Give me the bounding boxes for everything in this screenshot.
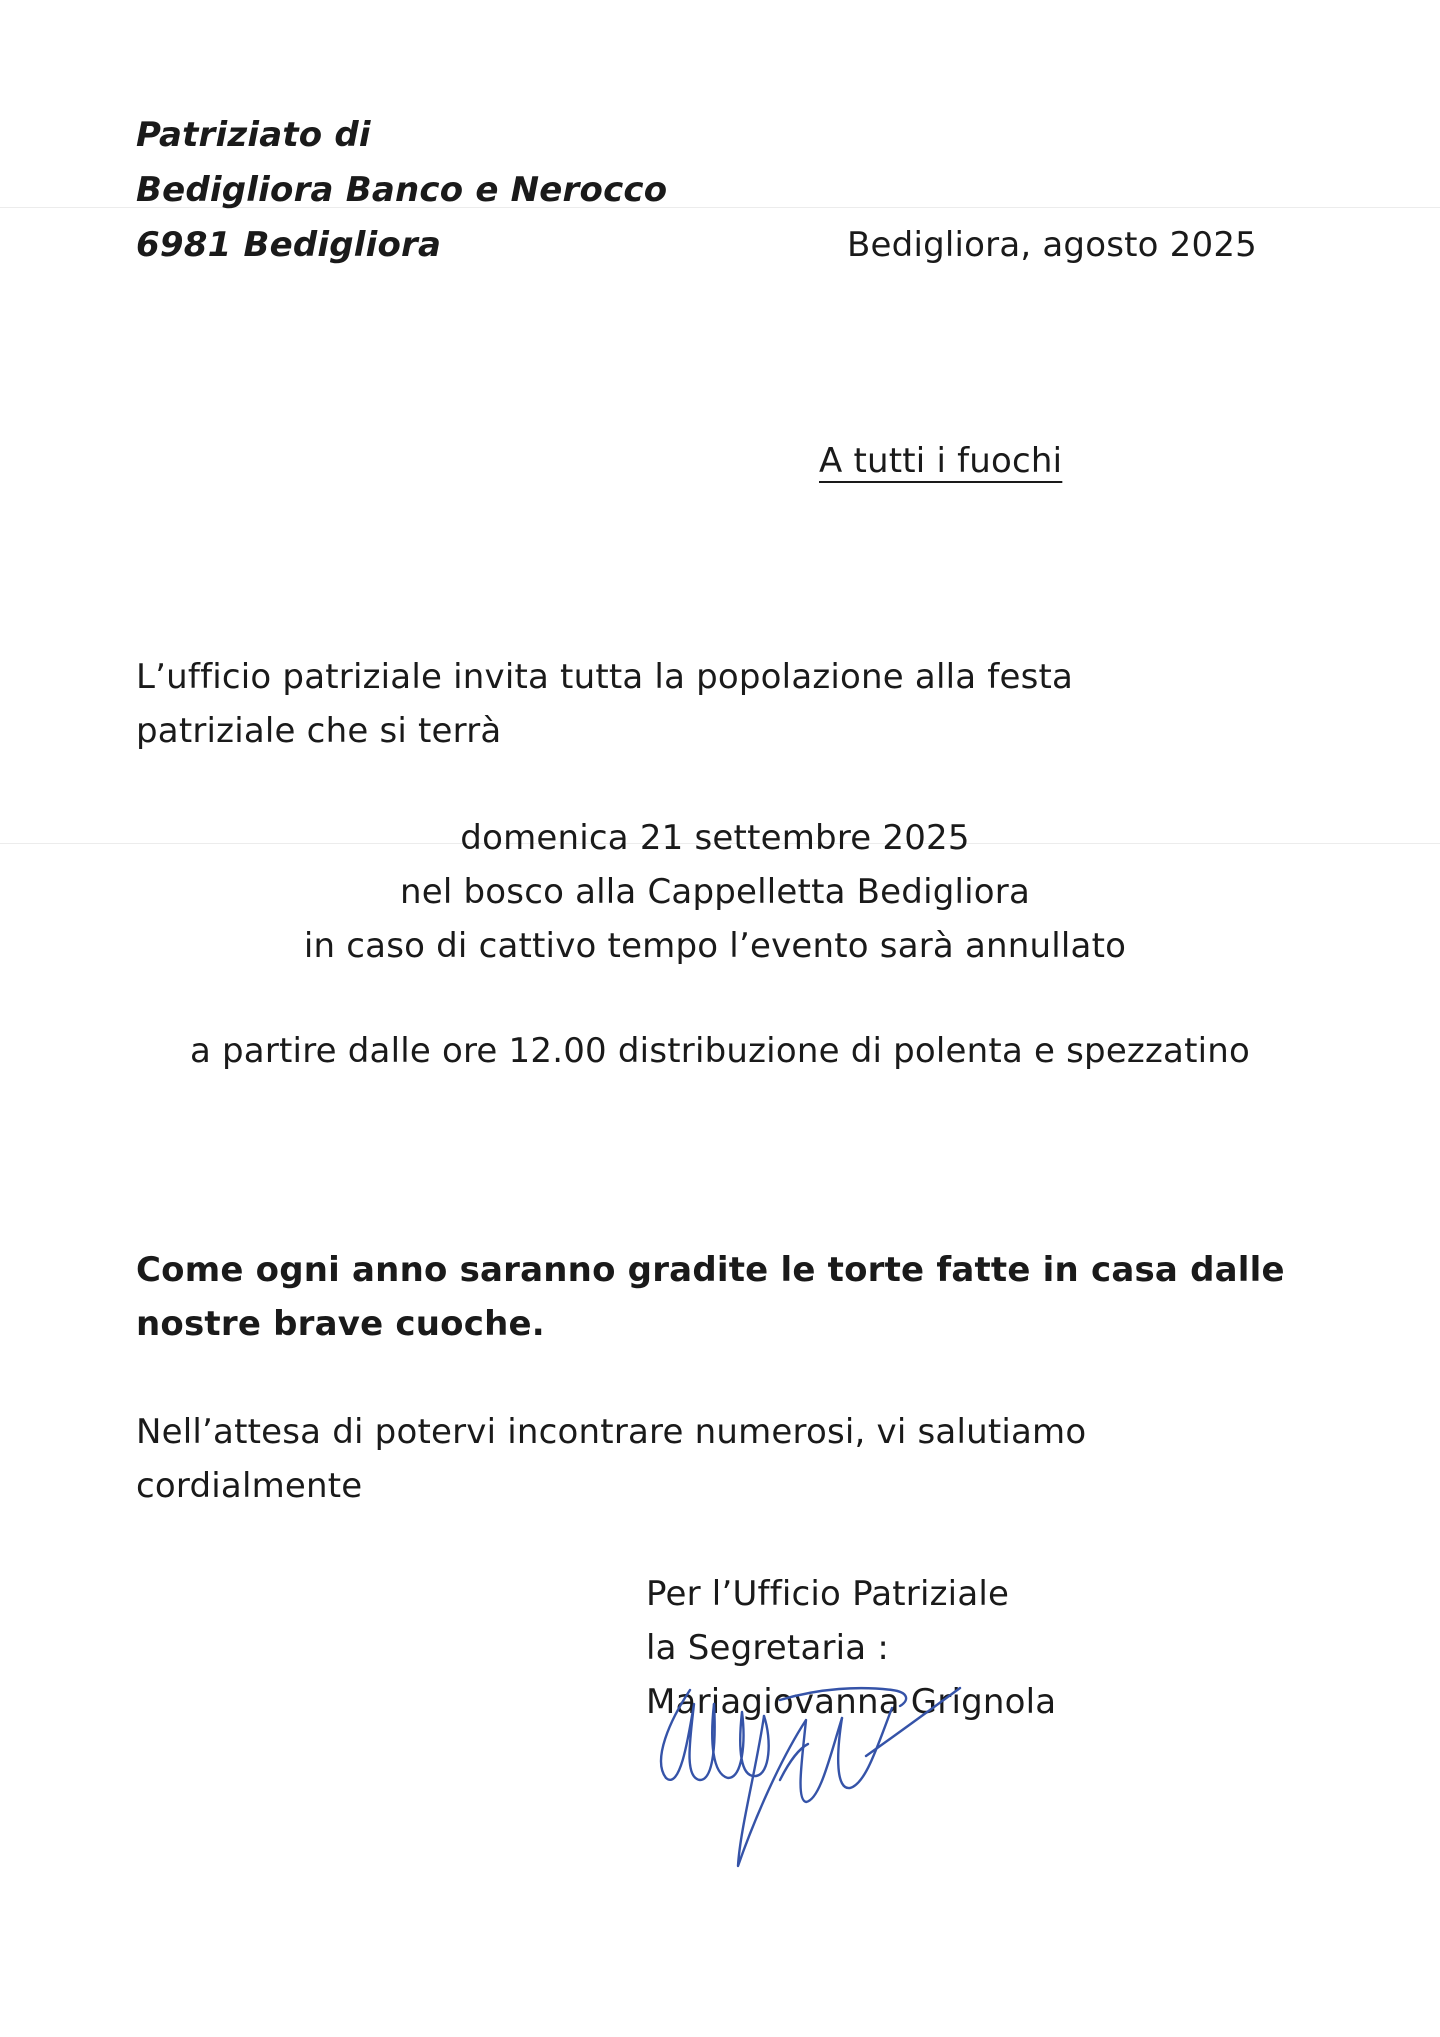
intro-line-2: patriziale che si terrà — [136, 711, 502, 751]
sender-line-3: 6981 Bedigliora — [136, 225, 442, 265]
sender-line-1: Patriziato di — [136, 115, 371, 155]
closing-line-1: Nell’attesa di potervi incontrare numerosi, vi salutiamo — [136, 1412, 1087, 1452]
signature-stroke — [661, 1690, 715, 1780]
signature-stroke — [738, 1716, 842, 1866]
signature-stroke — [866, 1688, 960, 1756]
recipient: A tutti i fuochi — [819, 441, 1063, 481]
event-weather-note: in caso di cattivo tempo l’evento sarà annullato — [303, 926, 1127, 966]
sender-line-2: Bedigliora Banco e Nerocco — [136, 170, 668, 210]
intro-line-1: L’ufficio patriziale invita tutta la popolazione alla festa — [136, 657, 1074, 697]
signatory-line-2: la Segretaria : — [646, 1628, 890, 1668]
signatory-name: Mariagiovanna Grignola — [646, 1682, 1057, 1722]
event-food: a partire dalle ore 12.00 distribuzione di polenta e spezzatino — [189, 1031, 1250, 1071]
signature-stroke — [838, 1708, 892, 1788]
event-date: domenica 21 settembre 2025 — [460, 818, 970, 858]
handwritten-signature — [630, 1660, 1090, 1900]
cakes-line-2: nostre brave cuoche. — [136, 1304, 545, 1344]
place-date: Bedigliora, agosto 2025 — [847, 225, 1257, 265]
signature-stroke — [780, 1688, 906, 1706]
event-location: nel bosco alla Cappelletta Bedigliora — [399, 872, 1031, 912]
cakes-line-1: Come ogni anno saranno gradite le torte fatte in casa dalle — [136, 1250, 1285, 1290]
closing-line-2: cordialmente — [136, 1466, 363, 1506]
signatory-line-1: Per l’Ufficio Patriziale — [646, 1574, 1010, 1614]
